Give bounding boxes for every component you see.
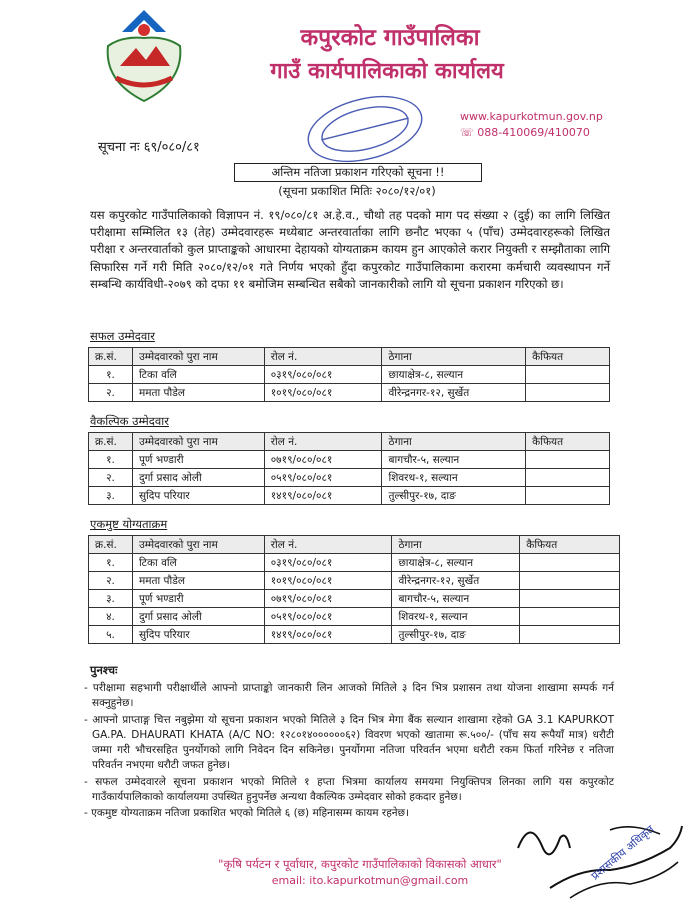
col-serial: क्र.सं. [89,348,133,366]
cell-name: ममता पौडेल [132,572,264,590]
cell-remarks [520,572,620,590]
government-emblem-logo [96,6,192,106]
cell-name: पूर्ण भण्डारी [132,590,264,608]
cell-address: शिवरथ-१, सल्यान [392,608,520,626]
cell-remarks [526,487,610,505]
note-item: - एकमुष्ट योग्यताक्रम नतिजा प्रकाशित भएको मितिले ६ (छ) महिनासम्म कायम रहनेछ। [84,807,409,820]
note-item: - परीक्षामा सहभागी परीक्षार्थीले आफ्नो प्राप्ताङ्को जानकारी लिन आजको मितिले ३ दिन भित्र प्रशासन तथा योजना शाखामा सम्पर्क गर्न सक्नुहुनेछ। [84,682,614,710]
cell-address: छायाक्षेत्र-८, सल्यान [382,366,526,384]
office-stamp-seal [300,88,430,170]
cell-address: वीरेन्द्रनगर-१२, सुर्खेत [392,572,520,590]
table-row [89,608,620,626]
cell-roll: ०३१९/०८०/०८१ [264,366,382,384]
cell-serial: २. [89,384,133,402]
cell-roll: १४१९/०८०/०८१ [264,487,382,505]
alternate-table [88,432,610,505]
municipality-title: कपुरकोट गाउँपालिका [300,25,480,51]
col-remarks: कैफियत [526,433,610,451]
col-roll: रोल नं. [264,433,382,451]
cell-serial: १. [89,366,133,384]
cell-roll: ०७१९/०८०/०८१ [264,451,382,469]
officer-stamp-text: प्रशासकीय अधिकृत [588,822,657,883]
cell-remarks [520,590,620,608]
cell-serial: १. [89,451,133,469]
cell-address: तुल्सीपुर-१७, दाङ [382,487,526,505]
cell-address: बागचौर-५, सल्यान [382,451,526,469]
phone-number: ☏ 088-410069/410070 [460,126,590,139]
cell-address: तुल्सीपुर-१७, दाङ [392,626,520,644]
cell-remarks [520,554,620,572]
cell-remarks [520,626,620,644]
table-row [89,572,620,590]
cell-roll: ०३१९/०८०/०८१ [264,554,392,572]
cell-name: टिका वलि [132,554,264,572]
cell-serial: २. [89,572,133,590]
notes-title: पुनश्चः [90,663,118,677]
notice-number: सूचना नः ६९/०८०/८१ [98,140,200,155]
successful-section-title: सफल उम्मेदवार [90,329,155,343]
table-header-row [89,348,610,366]
handwritten-signature [510,808,690,908]
website-link[interactable]: www.kapurkotmun.gov.np [460,110,603,123]
cell-remarks [526,384,610,402]
table-row [89,384,610,402]
cell-address: वीरेन्द्रनगर-१२, सुर्खेत [382,384,526,402]
table-row [89,554,620,572]
cell-remarks [520,608,620,626]
merit-table [88,535,620,644]
cell-name: सुदिप परियार [132,626,264,644]
cell-serial: ३. [89,487,133,505]
cell-serial: ५. [89,626,133,644]
notes-list [84,681,614,823]
alternate-section-title: वैकल्पिक उम्मेदवार [90,414,169,428]
footer-email[interactable]: email: ito.kapurkotmun@gmail.com [271,874,469,887]
col-serial: क्र.सं. [89,536,133,554]
notice-body: यस कपुरकोट गाउँपालिकाको विज्ञापन नं. १९/०८०/८१ अ.हे.व., चौथो तह पदको माग पद संख्या २ (दुई) का लागि लिखित परीक्षामा सम्मिलित १३ (तेह) उम्मेदवारहरू मध्येबाट अन्तरवार्ताका लागि छनौट भएका ५ (पाँच) उम्मेदवारहरूको लिखित परीक्षा र अन्तरवार्ताको कुल प्राप्ताङ्कको आधारमा देहायको योग्यताक्रम कायम हुन आएकोले करार नियुक्ती र सम्झौताका लागि सिफारिस गर्ने गरी मिति २०८०/१२/०१ गते निर्णय भएको हुँदा कपुरकोट गाउँपालिकामा करारमा कर्मचारी व्यवस्थापन गर्ने सम्बन्धि कार्यविधी-२०७९ को दफा ११ बमोजिम सम्बन्धित सबैको जानकारीको लागि यो सूचना प्रकाशन गरिएको छ। [90,208,610,291]
table-row [89,626,620,644]
cell-roll: १०१९/०८०/०८१ [264,384,382,402]
col-address: ठेगाना [382,348,526,366]
publication-date: (सूचना प्रकाशित मितिः २०८०/१२/०१) [278,184,436,198]
footer-slogan: "कृषि पर्यटन र पूर्वाधार, कपुरकोट गाउँपालिकाको विकासको आधार" [218,857,502,871]
cell-address: शिवरथ-१, सल्यान [382,469,526,487]
merit-section-title: एकमुष्ट योग्यताक्रम [90,517,168,531]
cell-serial: ३. [89,590,133,608]
col-name: उम्मेदवारको पुरा नाम [132,433,264,451]
cell-serial: १. [89,554,133,572]
cell-roll: ०७१९/०८०/०८१ [264,590,392,608]
table-row [89,451,610,469]
table-row [89,590,620,608]
cell-roll: ०५१९/०८०/०८१ [264,469,382,487]
cell-name: ममता पौडेल [132,384,264,402]
notice-title: अन्तिम नतिजा प्रकाशन गरिएको सूचना !! [234,163,482,182]
cell-remarks [526,451,610,469]
col-serial: क्र.सं. [89,433,133,451]
table-header-row [89,433,610,451]
table-row [89,366,610,384]
cell-name: दुर्गा प्रसाद ओली [132,608,264,626]
col-remarks: कैफियत [520,536,620,554]
office-title: गाउँ कार्यपालिकाको कार्यालय [270,59,504,84]
note-item: - सफल उम्मेदवारले सूचना प्रकाशन भएको मितिले १ हप्ता भित्रमा कार्यालय समयमा नियुक्तिपत्र लिनका लागि यस कपुरकोट गाउँकार्यपालिकाको कार्यालयमा उपस्थित हुनुपर्नेछ अन्यथा वैकल्पिक उम्मेदवार सोको हकदार हुनेछ। [84,775,614,804]
cell-serial: ४. [89,608,133,626]
col-address: ठेगाना [382,433,526,451]
table-row [89,487,610,505]
cell-roll: १४१९/०८०/०८१ [264,626,392,644]
cell-address: छायाक्षेत्र-८, सल्यान [392,554,520,572]
cell-roll: ०५१९/०८०/०८१ [264,608,392,626]
cell-remarks [526,469,610,487]
cell-name: दुर्गा प्रसाद ओली [132,469,264,487]
col-name: उम्मेदवारको पुरा नाम [132,536,264,554]
cell-serial: २. [89,469,133,487]
col-roll: रोल नं. [264,348,382,366]
cell-name: पूर्ण भण्डारी [132,451,264,469]
table-header-row [89,536,620,554]
cell-name: टिका वलि [132,366,264,384]
table-row [89,469,610,487]
note-item: - आफ्नो प्राप्ताङ्ग चित्त नबुझेमा यो सूचना प्रकाशन भएको मितिले ३ दिन भित्र मेगा बैंक सल्यान शाखामा रहेको GA 3.1 KAPURKOT GA.PA. DHAURATI KHATA (A/C NO: १२८०१४००००००६२) विवरण भएको खातामा रू.५००/- (पाँच सय रूपैयाँ मात्र) धरौटी जम्मा गरी भौचरसहित पुनर्योगको लागि निवेदन दिन सकिनेछ। पुनर्योगमा नतिजा परिवर्तन भएमा धरौटी रकम फिर्ता गरिनेछ र नतिजा परिवर्तन नभएमा धरौटी जफत हुनेछ। [84,713,614,772]
col-address: ठेगाना [392,536,520,554]
col-name: उम्मेदवारको पुरा नाम [132,348,264,366]
cell-name: सुदिप परियार [132,487,264,505]
col-remarks: कैफियत [526,348,610,366]
successful-table [88,347,610,402]
cell-remarks [526,366,610,384]
col-roll: रोल नं. [264,536,392,554]
cell-address: बागचौर-५, सल्यान [392,590,520,608]
cell-roll: १०१९/०८०/०८१ [264,572,392,590]
